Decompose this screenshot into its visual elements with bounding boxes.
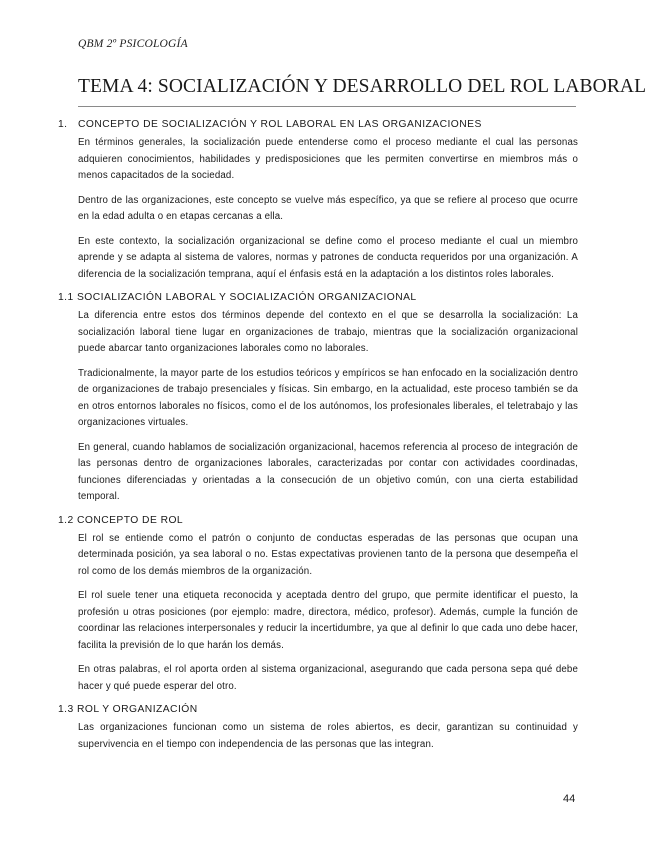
section-title: CONCEPTO DE SOCIALIZACIÓN Y ROL LABORAL EN LAS ORGANIZACIONES xyxy=(78,119,482,130)
paragraph: El rol se entiende como el patrón o conjunto de conductas esperadas de las personas que ocupan una determinada posición, ya sea laboral o no. Estas expectativas provienen tanto de la persona que desempeña el rol como de los demás miembros de la organización. xyxy=(78,532,578,577)
subsection-heading: 1.3 ROL Y ORGANIZACIÓN xyxy=(58,704,198,715)
paragraph: La diferencia entre estos dos términos depende del contexto en el que se desarrolla la socialización: La socialización laboral tiene lugar en organizaciones de trabajo, mientras que la socialización organizacional puede abarcar tanto organizaciones laborales como no laborales. xyxy=(78,310,578,354)
paragraph: En general, cuando hablamos de socialización organizacional, hacemos referencia al proceso de integración de las personas dentro de organizaciones laborales, caracterizadas por contar con actividades coordinadas, funciones diferenciadas y orientadas a la consecución de un objetivo común, con una cierta estabilidad temporal. xyxy=(78,441,578,502)
running-header: QBM 2º PSICOLOGÍA xyxy=(78,38,188,50)
section-number: 1. xyxy=(58,119,68,130)
paragraph: En términos generales, la socialización puede entenderse como el proceso mediante el cual las personas adquieren conocimientos, habilidades y predisposiciones que les permiten convertirse en miembros más o menos capacitados de la sociedad. xyxy=(78,137,578,181)
paragraph: En este contexto, la socialización organizacional se define como el proceso mediante el cual un miembro aprende y se adapta al sistema de valores, normas y patrones de conducta requeridos por una organización. A diferencia de la socialización temprana, aquí el énfasis está en la adaptación a los distintos roles laborales. xyxy=(78,235,578,280)
paragraph: Tradicionalmente, la mayor parte de los estudios teóricos y empíricos se han enfocado en la socialización dentro de organizaciones de trabajo presenciales y físicas. Sin embargo, en la actualidad, este proceso también se da en otros entornos laborales no físicos, como el de los autónomos, los profesionales liberales, el teletrabajo y las organizaciones virtuales. xyxy=(78,367,578,428)
subsection-heading: 1.1 SOCIALIZACIÓN LABORAL Y SOCIALIZACIÓN ORGANIZACIONAL xyxy=(58,292,417,303)
paragraph: Las organizaciones funcionan como un sistema de roles abiertos, es decir, garantizan su continuidad y supervivencia en el tiempo con independencia de las personas que las integran. xyxy=(78,722,578,750)
title-divider xyxy=(78,106,576,107)
paragraph: Dentro de las organizaciones, este concepto se vuelve más específico, ya que se refiere al proceso que ocurre en la edad adulta o en etapas cercanas a ella. xyxy=(78,194,578,222)
section-heading xyxy=(58,118,578,131)
page-title: TEMA 4: SOCIALIZACIÓN Y DESARROLLO DEL ROL LABORAL xyxy=(78,76,647,97)
document-body xyxy=(58,118,578,761)
page-number: 44 xyxy=(563,793,576,805)
paragraph: En otras palabras, el rol aporta orden al sistema organizacional, asegurando que cada persona sepa qué debe hacer y qué puede esperar del otro. xyxy=(78,664,578,692)
subsection-heading: 1.2 CONCEPTO DE ROL xyxy=(58,514,184,526)
paragraph: El rol suele tener una etiqueta reconocida y aceptada dentro del grupo, que permite identificar el puesto, la profesión u otras posiciones (por ejemplo: madre, directora, médico, profesor). Además, cumple la función de coordinar las relaciones interpersonales y reducir la incertidumbre, ya que al definir lo que cada uno debe hacer, facilita la previsión de lo que harán los demás. xyxy=(78,590,578,651)
